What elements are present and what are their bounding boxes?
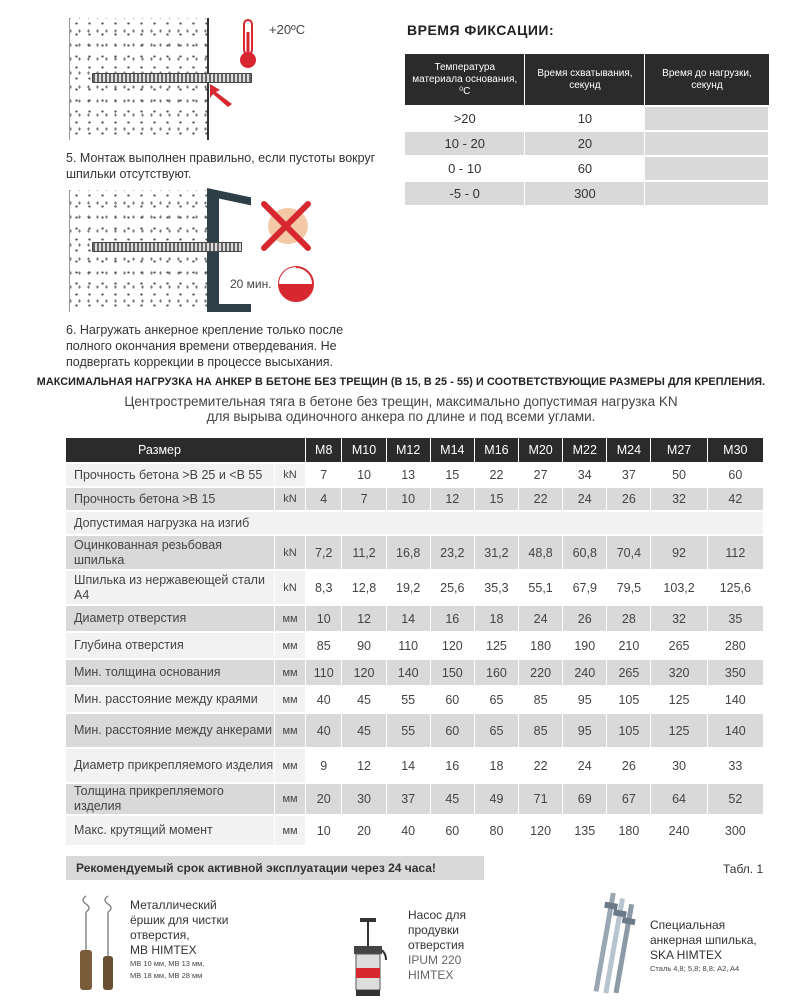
fixation-row: [405, 181, 769, 205]
row-unit: мм: [275, 632, 306, 659]
row-unit: мм: [275, 659, 306, 686]
fixation-cell: 300: [525, 181, 645, 205]
value-cell: 125: [474, 632, 518, 659]
value-cell: 280: [707, 632, 763, 659]
value-cell: 32: [651, 487, 707, 511]
fixation-header: Время схватывания, секунд: [525, 54, 645, 106]
value-cell: 34: [563, 463, 607, 487]
row-label: Диаметр отверстия: [66, 605, 275, 632]
value-cell: 240: [651, 815, 707, 845]
table-row: [66, 713, 764, 748]
size-column-header: M8: [306, 438, 342, 463]
value-cell: 55,1: [519, 570, 563, 605]
value-cell: 140: [707, 686, 763, 713]
fixation-cell: 0 - 10: [405, 156, 525, 181]
row-label: Диаметр прикрепляемого изделия: [66, 748, 275, 783]
value-cell: 60: [707, 463, 763, 487]
fixation-row: [405, 156, 769, 181]
table-row: [66, 659, 764, 686]
value-cell: 27: [519, 463, 563, 487]
value-cell: 120: [430, 632, 474, 659]
value-cell: 90: [342, 632, 386, 659]
row-unit: мм: [275, 783, 306, 815]
value-cell: 12,8: [342, 570, 386, 605]
row-unit: мм: [275, 815, 306, 845]
value-cell: 135: [563, 815, 607, 845]
value-cell: 20: [342, 815, 386, 845]
row-unit: kN: [275, 463, 306, 487]
value-cell: 45: [342, 686, 386, 713]
fixation-row: [405, 106, 769, 131]
value-cell: 10: [342, 463, 386, 487]
value-cell: 60: [430, 686, 474, 713]
temperature-label: +20ºC: [269, 22, 306, 37]
size-header: Размер: [66, 438, 306, 463]
no-hand-icon: [258, 198, 314, 254]
value-cell: 180: [607, 815, 651, 845]
row-unit: мм: [275, 713, 306, 748]
fixture-plate: [207, 192, 219, 312]
row-label: Оцинкованная резьбовая шпилька: [66, 535, 275, 570]
value-cell: 110: [386, 632, 430, 659]
value-cell: 40: [386, 815, 430, 845]
value-cell: 60,8: [563, 535, 607, 570]
value-cell: 45: [430, 783, 474, 815]
value-cell: 95: [563, 713, 607, 748]
value-cell: 30: [651, 748, 707, 783]
row-unit: мм: [275, 686, 306, 713]
row-label: Прочность бетона >В 15: [66, 487, 275, 511]
value-cell: 71: [519, 783, 563, 815]
fixation-cell: [645, 106, 769, 131]
value-cell: 85: [306, 632, 342, 659]
value-cell: 48,8: [519, 535, 563, 570]
size-column-header: M24: [607, 438, 651, 463]
row-unit: мм: [275, 605, 306, 632]
value-cell: 110: [306, 659, 342, 686]
value-cell: 95: [563, 686, 607, 713]
warning-arrow-icon: [206, 82, 236, 108]
value-cell: 50: [651, 463, 707, 487]
value-cell: 35: [707, 605, 763, 632]
value-cell: 4: [306, 487, 342, 511]
value-cell: 150: [430, 659, 474, 686]
table-row: [66, 570, 764, 605]
value-cell: 25,6: [430, 570, 474, 605]
row-label: Мин. толщина основания: [66, 659, 275, 686]
product-pump-text: Насос для продувки отверстия IPUM 220 HIMTEX: [408, 908, 466, 982]
curing-time-label: 20 мин.: [230, 277, 272, 291]
value-cell: 45: [342, 713, 386, 748]
value-cell: 23,2: [430, 535, 474, 570]
table-row: [66, 632, 764, 659]
caption-step-6: 6. Нагружать анкерное крепление только после полного окончания времени отвердевания. Не подвергать коррекции в процессе высыхания.: [66, 323, 344, 369]
row-label: Глубина отверстия: [66, 632, 275, 659]
row-unit: kN: [275, 487, 306, 511]
value-cell: 18: [474, 605, 518, 632]
value-cell: 37: [386, 783, 430, 815]
value-cell: 20: [306, 783, 342, 815]
value-cell: 10: [306, 605, 342, 632]
value-cell: 140: [707, 713, 763, 748]
fixation-cell: [645, 181, 769, 205]
row-label: Мин. расстояние между краями: [66, 686, 275, 713]
value-cell: 31,2: [474, 535, 518, 570]
load-table-subtitle: Центростремительная тяга в бетоне без трещин, максимально допустимая нагрузка KN для вырыва одиночного анкера по длине и под всеми углами.: [124, 394, 678, 424]
value-cell: 33: [707, 748, 763, 783]
row-label: Допустимая нагрузка на изгиб: [66, 511, 764, 535]
value-cell: 80: [474, 815, 518, 845]
value-cell: 10: [306, 815, 342, 845]
value-cell: 60: [430, 815, 474, 845]
size-column-header: M30: [707, 438, 763, 463]
value-cell: 52: [707, 783, 763, 815]
value-cell: 14: [386, 605, 430, 632]
value-cell: 22: [519, 487, 563, 511]
value-cell: 24: [519, 605, 563, 632]
table-row: [66, 605, 764, 632]
product-brush-text: Металлический ёршик для чистки отверстия, MB HIMTEX MB 10 мм, MB 13 мм, MB 18 мм, MB 28 мм: [130, 898, 229, 980]
value-cell: 49: [474, 783, 518, 815]
value-cell: 70,4: [607, 535, 651, 570]
value-cell: 140: [386, 659, 430, 686]
row-label: Макс. крутящий момент: [66, 815, 275, 845]
value-cell: 55: [386, 686, 430, 713]
fixation-header: Время до нагрузки, секунд: [645, 54, 769, 106]
value-cell: 30: [342, 783, 386, 815]
load-table-title: МАКСИМАЛЬНАЯ НАГРУЗКА НА АНКЕР В БЕТОНЕ БЕЗ ТРЕЩИН (В 15, В 25 - 55) И СООТВЕТСТВУЮЩИЕ РАЗМЕРЫ ДЛЯ КРЕПЛЕНИЯ.: [36, 376, 766, 388]
value-cell: 125,6: [707, 570, 763, 605]
table-number: Табл. 1: [723, 862, 764, 876]
value-cell: 65: [474, 686, 518, 713]
fixation-header: Температура материала основания, ⁰С: [405, 54, 525, 106]
row-label: Толщина прикрепляемого изделия: [66, 783, 275, 815]
value-cell: 105: [607, 686, 651, 713]
value-cell: 120: [519, 815, 563, 845]
value-cell: 180: [519, 632, 563, 659]
value-cell: 320: [651, 659, 707, 686]
size-column-header: M10: [342, 438, 386, 463]
value-cell: 7,2: [306, 535, 342, 570]
row-unit: kN: [275, 535, 306, 570]
value-cell: 16: [430, 605, 474, 632]
value-cell: 220: [519, 659, 563, 686]
fixation-cell: 20: [525, 131, 645, 156]
value-cell: 7: [306, 463, 342, 487]
value-cell: 10: [386, 487, 430, 511]
value-cell: 28: [607, 605, 651, 632]
value-cell: 24: [563, 487, 607, 511]
value-cell: 11,2: [342, 535, 386, 570]
table-row: [66, 815, 764, 845]
size-column-header: M27: [651, 438, 707, 463]
value-cell: 92: [651, 535, 707, 570]
fixation-row: [405, 131, 769, 156]
anchor-stud-icon: [590, 890, 640, 998]
threaded-stud: [92, 242, 242, 252]
row-unit: мм: [275, 748, 306, 783]
fixation-cell: -5 - 0: [405, 181, 525, 205]
table-row: [66, 511, 764, 535]
value-cell: 85: [519, 713, 563, 748]
value-cell: 26: [607, 487, 651, 511]
specifications-table: [66, 438, 764, 845]
blow-pump-icon: [346, 918, 390, 998]
product-anchor-stud-text: Специальная анкерная шпилька, SKA HIMTEX Сталь 4,8; 5,8; 8,8; A2, A4: [650, 918, 757, 973]
row-label: Шпилька из нержавеющей стали А4: [66, 570, 275, 605]
value-cell: 120: [342, 659, 386, 686]
recommendation-note: Рекомендуемый срок активной эксплуатации через 24 часа!: [66, 856, 484, 880]
table-row: [66, 783, 764, 815]
row-label: Мин. расстояние между анкерами: [66, 713, 275, 748]
value-cell: 12: [342, 748, 386, 783]
value-cell: 190: [563, 632, 607, 659]
value-cell: 350: [707, 659, 763, 686]
wall-edge-line: [69, 18, 70, 140]
value-cell: 40: [306, 686, 342, 713]
value-cell: 32: [651, 605, 707, 632]
value-cell: 60: [430, 713, 474, 748]
caption-step-5: 5. Монтаж выполнен правильно, если пустоты вокруг шпильки отсутствуют.: [66, 151, 376, 181]
value-cell: 16: [430, 748, 474, 783]
value-cell: 26: [563, 605, 607, 632]
value-cell: 160: [474, 659, 518, 686]
value-cell: 13: [386, 463, 430, 487]
fixation-cell: >20: [405, 106, 525, 131]
value-cell: 64: [651, 783, 707, 815]
value-cell: 85: [519, 686, 563, 713]
table-row: [66, 748, 764, 783]
value-cell: 112: [707, 535, 763, 570]
value-cell: 55: [386, 713, 430, 748]
value-cell: 16,8: [386, 535, 430, 570]
value-cell: 12: [342, 605, 386, 632]
value-cell: 40: [306, 713, 342, 748]
value-cell: 67,9: [563, 570, 607, 605]
value-cell: 125: [651, 686, 707, 713]
row-label: Прочность бетона >В 25 и <В 55: [66, 463, 275, 487]
fixation-table: [405, 54, 769, 205]
wire-brush-icon: [76, 892, 122, 996]
value-cell: 265: [651, 632, 707, 659]
size-column-header: M14: [430, 438, 474, 463]
fixture-plate-bottom: [207, 304, 251, 312]
value-cell: 125: [651, 713, 707, 748]
value-cell: 69: [563, 783, 607, 815]
fixation-cell: [645, 156, 769, 181]
size-column-header: M12: [386, 438, 430, 463]
fixation-cell: [645, 131, 769, 156]
table-row: [66, 535, 764, 570]
value-cell: 15: [474, 487, 518, 511]
table-row: [66, 463, 764, 487]
value-cell: 37: [607, 463, 651, 487]
value-cell: 210: [607, 632, 651, 659]
value-cell: 9: [306, 748, 342, 783]
size-column-header: M16: [474, 438, 518, 463]
value-cell: 24: [563, 748, 607, 783]
value-cell: 8,3: [306, 570, 342, 605]
value-cell: 240: [563, 659, 607, 686]
value-cell: 105: [607, 713, 651, 748]
value-cell: 7: [342, 487, 386, 511]
value-cell: 19,2: [386, 570, 430, 605]
size-column-header: M22: [563, 438, 607, 463]
fixation-title: ВРЕМЯ ФИКСАЦИИ:: [407, 22, 555, 38]
thermometer-icon: [236, 18, 260, 70]
value-cell: 265: [607, 659, 651, 686]
value-cell: 42: [707, 487, 763, 511]
value-cell: 65: [474, 713, 518, 748]
value-cell: 12: [430, 487, 474, 511]
value-cell: 103,2: [651, 570, 707, 605]
value-cell: 26: [607, 748, 651, 783]
fixation-cell: 10: [525, 106, 645, 131]
value-cell: 15: [430, 463, 474, 487]
table-row: [66, 487, 764, 511]
value-cell: 18: [474, 748, 518, 783]
wall-edge-line: [69, 190, 70, 312]
timer-icon: [276, 264, 316, 304]
value-cell: 14: [386, 748, 430, 783]
value-cell: 35,3: [474, 570, 518, 605]
table-row: [66, 686, 764, 713]
value-cell: 300: [707, 815, 763, 845]
value-cell: 67: [607, 783, 651, 815]
size-column-header: M20: [519, 438, 563, 463]
value-cell: 22: [519, 748, 563, 783]
fixation-cell: 10 - 20: [405, 131, 525, 156]
fixation-cell: 60: [525, 156, 645, 181]
value-cell: 22: [474, 463, 518, 487]
value-cell: 79,5: [607, 570, 651, 605]
row-unit: kN: [275, 570, 306, 605]
